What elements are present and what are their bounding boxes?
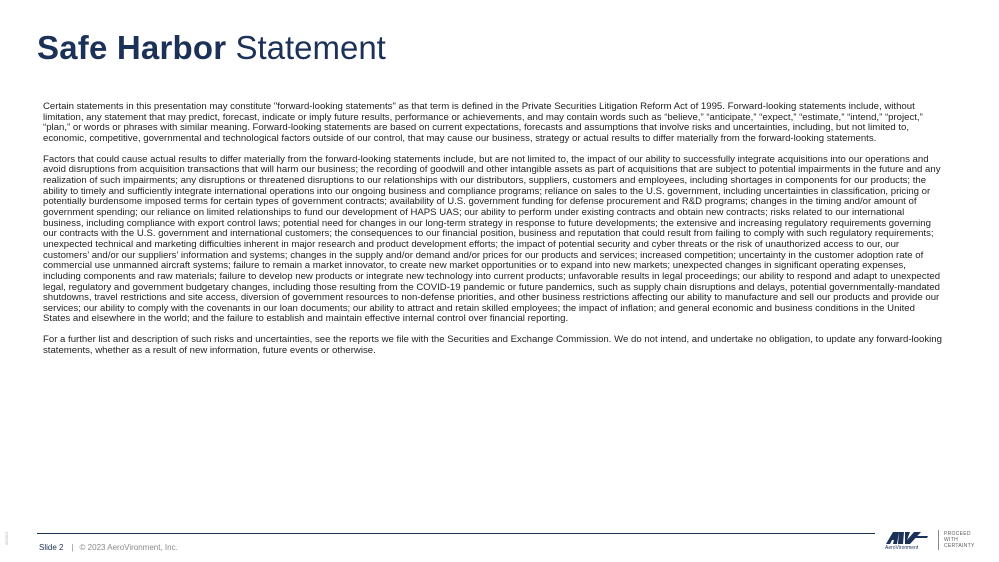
slide-number: Slide 2 <box>39 543 64 552</box>
paragraph-further-info: For a further list and description of such risks and uncertainties, see the reports we file with the Securities and Exchange Commission. We do not intend, and undertake no obligation, to update any forward-looking statements, whether as a result of new information, future events or otherwise. <box>43 334 942 356</box>
paragraph-risk-factors: Factors that could cause actual results to differ materially from the forward-looking statements include, but are not limited to, the impact of our ability to successfully integrate acquisitions into our operations and avoid disruptions from acquisition transactions that will harm our business; the recording of goodwill and other intangible assets as part of acquisitions that are subject to potential impairments in the future and any realization of such impairments; any disruptions or threatened disruptions to our relationships with our distributors, suppliers, customers and employees, including shortages in components for our products; the ability to timely and sufficiently integrate international operations into our ongoing business and compliance programs; reliance on sales to the U.S. government, including uncertainties in classification, pricing or potentially burdensome imposed terms for certain types of government contracts; availability of U.S. government funding for defense procurement and R&D programs; changes in the timing and/or amount of government spending; our reliance on limited relationships to fund our development of HAPS UAS; our ability to perform under existing contracts and obtain new contracts; risks related to our international business, including compliance with export control laws; potential need for changes in our long-term strategy in response to future developments; the extensive and increasing regulatory requirements governing our contracts with the U.S. government and international customers; the consequences to our financial position, business and reputation that could result from failing to comply with such regulatory requirements; unexpected technical and marketing difficulties inherent in major research and product development efforts; the impact of potential security and cyber threats or the risk of unauthorized access to our, our customers’ and/or our suppliers’ information and systems; changes in the supply and/or demand and/or prices for our products and services; increased competition; uncertainty in the customer adoption rate of commercial use unmanned aircraft systems; failure to remain a market innovator, to create new market opportunities or to expand into new markets; unexpected changes in significant operating expenses, including components and raw materials; failure to develop new products or integrate new technology into current products; unfavorable results in legal proceedings; our ability to respond and adapt to unexpected legal, regulatory and government budgetary changes, including those resulting from the COVID-19 pandemic or future pandemics, such as supply chain disruptions and delays, potential governmentally-mandated shutdowns, travel restrictions and site access, diversion of government resources to non-defense priorities, and other business restrictions affecting our ability to manufacture and sell our products and provide our services; our ability to comply with the covenants in our loan documents; our ability to attract and retain skilled employees; the impact of inflation; and general economic and business conditions in the United States and elsewhere in the world; and the failure to establish and maintain effective internal control over financial reporting. <box>43 153 941 325</box>
page-title <box>37 28 386 68</box>
copyright: © 2023 AeroVironment, Inc. <box>79 543 178 552</box>
footer-separator: | <box>71 543 74 552</box>
footer <box>39 543 178 553</box>
tagline <box>944 531 975 549</box>
logo-wordmark: AeroVironment <box>885 545 919 551</box>
safe-harbor-body <box>43 102 943 366</box>
side-code: 062023 <box>4 531 9 545</box>
page-title-bold: Safe Harbor <box>37 29 227 66</box>
logo-divider <box>938 530 939 550</box>
tagline-line: CERTAINTY <box>944 543 975 549</box>
footer-divider <box>37 533 875 534</box>
tagline-line: PROCEED <box>944 531 971 537</box>
page-title-light: Statement <box>235 29 386 66</box>
paragraph-forward-looking: Certain statements in this presentation may constitute "forward-looking statements" as that term is defined in the Private Securities Litigation Reform Act of 1995. Forward-looking statements include, without limitation, any statement that may predict, forecast, indicate or imply future results, performance or achievements, and may contain words such as “believe,” “anticipate,” “expect,” “estimate,” “intend,” “project,” “plan,” or words or phrases with similar meaning. Forward-looking statements are based on current expectations, forecasts and assumptions that involve risks and uncertainties, including, but not limited to, economic, competitive, governmental and technological factors outside of our control, that may cause our business, strategy or actual results to differ materially from the forward-looking statements. <box>43 101 923 144</box>
tagline-line: WITH <box>944 537 958 543</box>
